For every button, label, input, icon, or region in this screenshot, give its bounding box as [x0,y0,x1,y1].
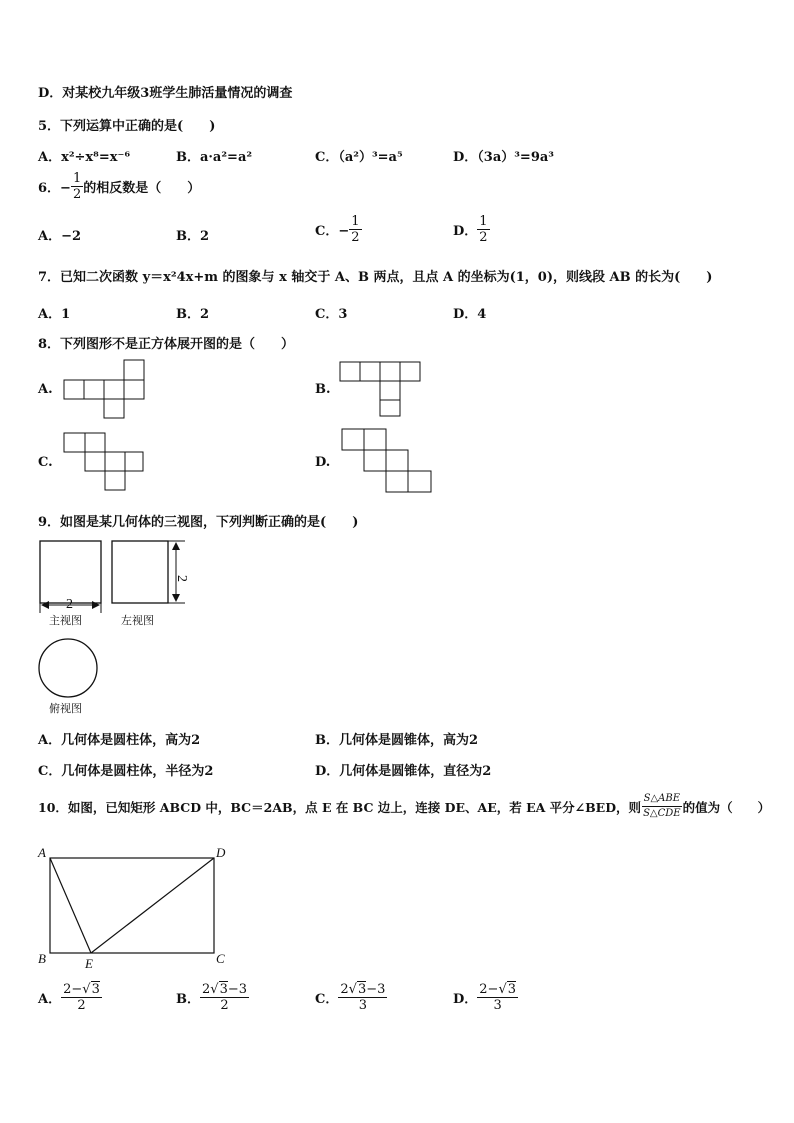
point-e-label: E [85,956,93,971]
q10-stem-suffix: 的值为（ ） [682,799,771,815]
q4-option-d: D．对某校九年级3班学生肺活量情况的调查 [38,86,293,101]
q10-option-d [453,982,518,1013]
q8-option-c: C. [38,455,53,470]
q10-option-d-num-pre: 2− [479,982,499,997]
q7-stem: 7．已知二次函数 y＝x²4x+m 的图象与 x 轴交于 A、B 两点，且点 A 的坐标为(1，0)，则线段 AB 的长为( ) [38,270,713,285]
q10-option-b-num-post: −3 [227,982,248,997]
q5-stem: 5．下列运算中正确的是( ) [38,119,216,134]
q8-stem: 8．下列图形不是正方体展开图的是（ ） [38,337,295,352]
q10-option-c [315,982,387,1013]
q10-ratio-denominator: S△CDE [643,808,681,819]
point-a-label: A [38,845,46,860]
q9-option-c: C．几何体是圆柱体，半径为2 [38,764,214,779]
q10-option-a-fraction [61,982,102,1013]
segment-ae [50,858,91,953]
front-width-label: 2 [66,597,73,612]
q10-option-a-denominator: 2 [77,998,86,1013]
q10-option-b [176,982,249,1013]
q6-stem-suffix: 的相反数是（ ） [83,181,201,196]
point-d-label: D [216,845,226,860]
q10-option-c-numerator: 2√3−3 [340,982,386,997]
q6-fraction-numerator: 1 [72,171,82,186]
point-b-label: B [38,951,46,966]
q5-option-b: B．a·a²=a² [176,150,253,165]
q6-option-a: A．−2 [38,229,82,244]
q5-option-d: D．（3a）³=9a³ [453,150,554,165]
q10-option-b-label: B． [176,992,200,1007]
q10-option-c-denominator: 3 [358,998,368,1013]
side-height-label: 2 [174,575,189,582]
q10-option-c-radicand: 3 [357,982,367,997]
q7-option-c: C．3 [315,307,348,322]
q10-option-a [38,982,102,1013]
q7-option-a: A．1 [38,307,71,322]
q8-option-b: B. [315,382,331,397]
q5-option-c: C．（a²）³=a⁵ [315,150,403,165]
point-c-label: C [216,951,225,966]
q10-option-c-num-post: −3 [366,982,386,997]
q6-option-d-numerator: 1 [479,214,488,229]
q10-option-d-fraction [477,982,518,1013]
q10-option-b-fraction [200,982,249,1013]
q9-option-b: B．几何体是圆锥体，高为2 [315,733,479,748]
q6-option-d-label: D． [453,224,478,239]
q10-option-a-radicand: 3 [91,982,100,997]
q10-ratio-numerator: S△ABE [642,792,682,807]
q10-option-a-label: A． [38,992,62,1007]
q6-option-c-denominator: 2 [351,230,360,245]
q10-option-c-fraction [338,982,387,1013]
q10-option-b-numerator: 2√3−3 [202,982,248,997]
rectangle-abcd [50,858,214,953]
q9-option-d: D．几何体是圆锥体，直径为2 [315,764,492,779]
q9-stem: 9．如图是某几何体的三视图，下列判断正确的是( ) [38,515,359,530]
q6-stem-prefix: 6．− [38,181,71,196]
q5-option-a: A．x²÷x⁸=x⁻⁶ [38,150,131,165]
q8-option-a: A. [38,382,53,397]
q10-option-c-label: C． [315,992,339,1007]
q10-option-d-numerator: 2−√3 [479,982,517,997]
side-view-caption: 左视图 [121,614,154,627]
q10-option-d-radicand: 3 [507,982,517,997]
q10-option-b-num-pre: 2 [202,982,211,997]
q10-stem-prefix: 10．如图，已知矩形 ABCD 中，BC＝2AB，点 E 在 BC 边上，连接 DE、AE，若 EA 平分∠BED，则 [38,799,642,815]
q10-option-a-num-pre: 2− [63,982,83,997]
q7-option-b: B．2 [176,307,210,322]
q6-option-c-label: C．− [315,224,350,239]
q10-option-d-label: D． [453,992,478,1007]
q10-option-c-num-pre: 2 [340,982,349,997]
top-view-caption: 俯视图 [49,702,82,715]
q10-option-a-numerator: 2−√3 [63,982,100,997]
q7-option-d: D．4 [453,307,487,322]
q10-option-d-denominator: 3 [493,998,502,1013]
q6-option-d-denominator: 2 [479,230,488,245]
q10-option-b-denominator: 2 [220,998,229,1013]
q8-option-d: D. [315,455,331,470]
q6-fraction-denominator: 2 [72,187,82,202]
segment-de [91,858,214,953]
q6-option-c-numerator: 1 [351,214,360,229]
q10-option-b-radicand: 3 [219,982,228,997]
q9-option-a: A．几何体是圆柱体，高为2 [38,733,201,748]
q6-option-b: B．2 [176,229,210,244]
front-view-caption: 主视图 [49,614,82,627]
